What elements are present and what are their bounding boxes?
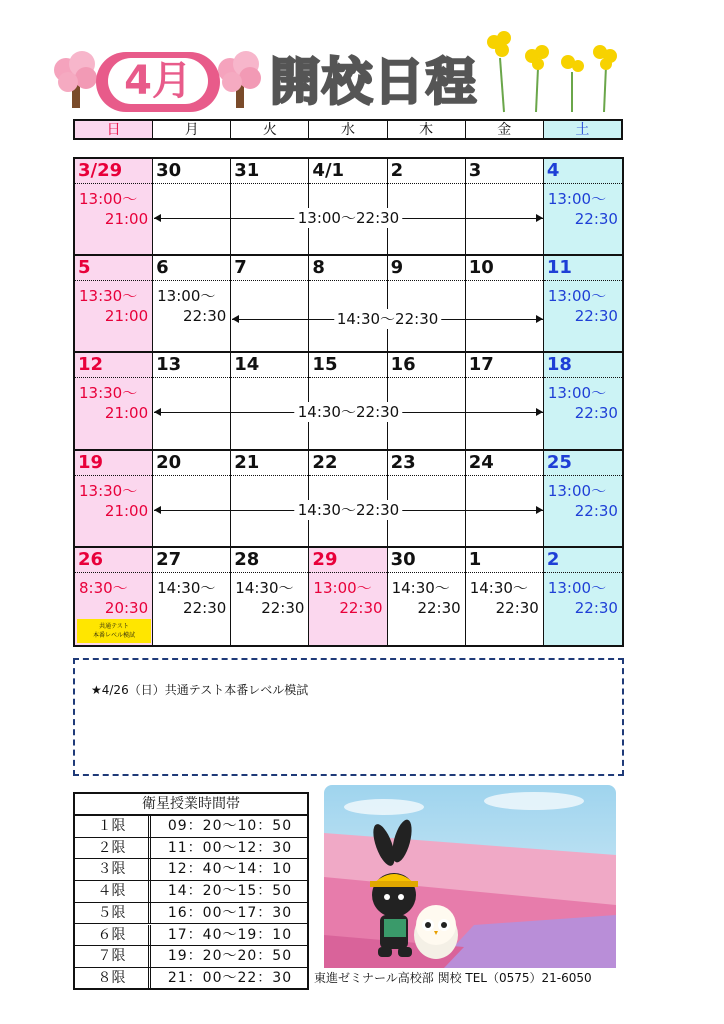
day-divider bbox=[309, 183, 386, 184]
schedule-row bbox=[75, 859, 307, 881]
weekday-6: 土 bbox=[544, 121, 621, 138]
event-tag: 共通テスト 本番レベル模試 bbox=[77, 619, 151, 643]
day-divider bbox=[466, 183, 543, 184]
day-number: 8 bbox=[312, 257, 325, 279]
period-label: ５限 bbox=[75, 903, 151, 924]
calendar-day bbox=[544, 256, 622, 351]
open-time: 8:30～ bbox=[79, 578, 128, 597]
day-number: 22 bbox=[312, 451, 338, 473]
day-number: 3 bbox=[468, 160, 482, 181]
day-divider bbox=[544, 183, 622, 184]
open-time: 13:00～ bbox=[547, 481, 607, 500]
close-time: 22:30 bbox=[495, 598, 539, 617]
day-number: 16 bbox=[390, 354, 416, 376]
day-number: 10 bbox=[468, 257, 494, 279]
day-divider bbox=[75, 377, 152, 378]
calendar-day bbox=[75, 548, 153, 645]
open-time: 13:00～ bbox=[313, 578, 372, 597]
calendar-day bbox=[466, 159, 544, 254]
day-number: 15 bbox=[312, 354, 338, 376]
close-time: 22:30 bbox=[183, 307, 227, 326]
open-time: 13:30～ bbox=[79, 287, 138, 306]
close-time: 22:30 bbox=[261, 598, 305, 617]
open-time: 13:00～ bbox=[547, 384, 607, 403]
day-divider bbox=[544, 572, 622, 573]
day-divider bbox=[75, 280, 152, 281]
arrow-right-icon bbox=[536, 408, 543, 416]
calendar-day bbox=[231, 451, 309, 546]
schedule-title: 衛星授業時間帯 bbox=[75, 794, 307, 816]
calendar-day bbox=[388, 548, 466, 645]
schedule-row bbox=[75, 946, 307, 968]
weekday-3: 水 bbox=[309, 121, 387, 138]
weekday-5: 金 bbox=[466, 121, 544, 138]
open-time: 13:30～ bbox=[79, 384, 138, 403]
close-time: 22:30 bbox=[339, 598, 383, 617]
arrow-left-icon bbox=[154, 506, 161, 514]
period-time: 14：20～15：50 bbox=[167, 883, 293, 900]
time-range-arrow bbox=[154, 211, 543, 225]
period-label: ７限 bbox=[75, 946, 151, 967]
calendar-day bbox=[153, 159, 231, 254]
calendar-week bbox=[75, 548, 622, 645]
close-time: 21:00 bbox=[104, 404, 149, 423]
day-divider bbox=[309, 377, 386, 378]
schedule-row bbox=[75, 881, 307, 903]
day-divider bbox=[388, 280, 465, 281]
open-time: 13:00～ bbox=[157, 287, 216, 306]
day-divider bbox=[153, 475, 230, 476]
day-number: 23 bbox=[390, 451, 416, 473]
arrow-right-icon bbox=[536, 506, 543, 514]
character-illustration bbox=[324, 785, 616, 968]
calendar-day bbox=[466, 451, 544, 546]
calendar-day bbox=[231, 256, 309, 351]
open-time: 14:30～ bbox=[157, 578, 216, 597]
day-divider bbox=[388, 377, 465, 378]
close-time: 22:30 bbox=[574, 404, 618, 423]
day-divider bbox=[153, 572, 230, 573]
close-time: 22:30 bbox=[574, 307, 618, 326]
schedule-table bbox=[73, 792, 309, 990]
day-divider bbox=[75, 572, 152, 573]
day-number: 25 bbox=[546, 451, 572, 473]
calendar-day bbox=[544, 353, 622, 448]
day-number: 3/29 bbox=[78, 160, 123, 181]
day-number: 27 bbox=[156, 548, 182, 570]
calendar-day bbox=[75, 159, 153, 254]
day-number: 28 bbox=[234, 548, 260, 570]
footer-contact: 東進ゼミナール高校部 関校 TEL（0575）21-6050 bbox=[314, 971, 592, 985]
period-time: 17：40～19：10 bbox=[167, 926, 293, 943]
day-divider bbox=[544, 280, 622, 281]
time-range-arrow bbox=[154, 500, 543, 519]
day-divider bbox=[544, 475, 622, 476]
notes-box bbox=[73, 658, 624, 776]
calendar-week bbox=[75, 451, 622, 548]
day-number: 24 bbox=[468, 451, 494, 473]
period-time: 21：00～22：30 bbox=[167, 969, 293, 986]
day-divider bbox=[466, 475, 543, 476]
calendar-day bbox=[231, 548, 309, 645]
time-range-arrow bbox=[232, 310, 543, 329]
close-time: 20:30 bbox=[104, 598, 149, 617]
day-number: 6 bbox=[156, 257, 169, 279]
day-divider bbox=[466, 572, 543, 573]
month-label: 4月 bbox=[108, 58, 208, 104]
close-time: 21:00 bbox=[104, 307, 149, 326]
time-range-label: 14:30～22:30 bbox=[334, 309, 441, 329]
weekday-1: 月 bbox=[153, 121, 231, 138]
arrow-left-icon bbox=[232, 315, 239, 323]
arrow-left-icon bbox=[154, 408, 161, 416]
calendar-day bbox=[309, 256, 387, 351]
period-label: ３限 bbox=[75, 859, 151, 880]
day-divider bbox=[231, 377, 308, 378]
schedule-row bbox=[75, 816, 307, 838]
schedule-row bbox=[75, 968, 307, 990]
day-number: 2 bbox=[390, 160, 404, 181]
weekday-0: 日 bbox=[75, 121, 153, 138]
day-number: 1 bbox=[468, 548, 482, 570]
day-number: 2 bbox=[546, 548, 560, 570]
open-time: 14:30～ bbox=[469, 578, 528, 597]
period-time: 09：20～10：50 bbox=[167, 818, 293, 834]
period-label: １限 bbox=[75, 816, 151, 837]
calendar-day bbox=[231, 159, 309, 254]
time-range-label: 14:30～22:30 bbox=[295, 402, 402, 422]
day-number: 5 bbox=[78, 257, 91, 279]
weekday-2: 火 bbox=[231, 121, 309, 138]
period-time: 16：00～17：30 bbox=[167, 904, 293, 921]
calendar-day bbox=[75, 353, 153, 448]
day-divider bbox=[309, 280, 386, 281]
period-time: 12：40～14：10 bbox=[167, 861, 293, 878]
day-number: 14 bbox=[234, 354, 260, 376]
day-divider bbox=[153, 280, 230, 281]
weekday-4: 木 bbox=[388, 121, 466, 138]
open-time: 14:30～ bbox=[235, 578, 294, 597]
close-time: 22:30 bbox=[574, 210, 618, 228]
day-number: 4 bbox=[546, 160, 560, 181]
day-number: 30 bbox=[390, 548, 416, 570]
calendar-day bbox=[466, 256, 544, 351]
day-divider bbox=[153, 377, 230, 378]
close-time: 21:00 bbox=[104, 210, 149, 228]
open-time: 13:00～ bbox=[79, 190, 138, 208]
day-number: 30 bbox=[156, 160, 182, 181]
day-divider bbox=[466, 280, 543, 281]
day-number: 29 bbox=[312, 548, 338, 570]
cherry-tree-icon bbox=[216, 48, 264, 110]
time-range-label: 13:00～22:30 bbox=[295, 208, 402, 228]
time-range-arrow bbox=[154, 403, 543, 422]
day-divider bbox=[544, 377, 622, 378]
schedule-row bbox=[75, 903, 307, 925]
period-label: ２限 bbox=[75, 838, 151, 859]
arrow-right-icon bbox=[536, 315, 543, 323]
day-divider bbox=[309, 572, 386, 573]
calendar-day bbox=[466, 353, 544, 448]
close-time: 22:30 bbox=[574, 598, 618, 617]
open-time: 14:30～ bbox=[391, 578, 450, 597]
day-number: 7 bbox=[234, 257, 247, 279]
calendar-day bbox=[153, 451, 231, 546]
page-title: 開校日程 bbox=[270, 53, 478, 111]
day-divider bbox=[231, 183, 308, 184]
calendar-day bbox=[153, 353, 231, 448]
open-time: 13:00～ bbox=[547, 578, 607, 597]
close-time: 22:30 bbox=[417, 598, 461, 617]
calendar-day bbox=[388, 353, 466, 448]
arrow-left-icon bbox=[154, 214, 161, 222]
day-number: 17 bbox=[468, 354, 494, 376]
day-number: 13 bbox=[156, 354, 182, 376]
period-label: ４限 bbox=[75, 881, 151, 902]
calendar-day bbox=[309, 159, 387, 254]
day-number: 11 bbox=[546, 257, 572, 279]
day-divider bbox=[153, 183, 230, 184]
day-divider bbox=[231, 572, 308, 573]
calendar-day bbox=[544, 451, 622, 546]
calendar-day bbox=[153, 256, 231, 351]
day-number: 9 bbox=[390, 257, 404, 279]
calendar-day bbox=[388, 159, 466, 254]
day-number: 21 bbox=[234, 451, 260, 473]
time-range-label: 14:30～22:30 bbox=[295, 500, 402, 520]
day-divider bbox=[309, 475, 386, 476]
close-time: 22:30 bbox=[574, 501, 618, 520]
weekday-header bbox=[73, 119, 623, 140]
calendar-day bbox=[231, 353, 309, 448]
day-divider bbox=[75, 183, 152, 184]
day-number: 20 bbox=[156, 451, 182, 473]
close-time: 21:00 bbox=[104, 501, 149, 520]
open-time: 13:30～ bbox=[79, 481, 138, 500]
period-label: ６限 bbox=[75, 925, 151, 946]
calendar-day bbox=[75, 256, 153, 351]
period-label: ８限 bbox=[75, 968, 151, 990]
schedule-row bbox=[75, 925, 307, 947]
calendar-day bbox=[309, 451, 387, 546]
day-number: 31 bbox=[234, 160, 260, 181]
calendar-day bbox=[466, 548, 544, 645]
period-time: 11：00～12：30 bbox=[167, 839, 293, 856]
day-number: 19 bbox=[78, 451, 104, 473]
open-time: 13:00～ bbox=[547, 190, 607, 208]
day-number: 4/1 bbox=[312, 160, 345, 181]
day-divider bbox=[388, 572, 465, 573]
calendar-day bbox=[388, 256, 466, 351]
rapeseed-flower-icon bbox=[480, 28, 626, 114]
calendar-day bbox=[544, 548, 622, 645]
calendar-day bbox=[388, 451, 466, 546]
day-divider bbox=[231, 475, 308, 476]
calendar-week bbox=[75, 256, 622, 353]
calendar-week bbox=[75, 353, 622, 450]
day-divider bbox=[75, 475, 152, 476]
period-time: 19：20～20：50 bbox=[167, 948, 293, 965]
day-number: 26 bbox=[78, 548, 104, 570]
calendar-week bbox=[75, 159, 622, 256]
day-divider bbox=[388, 475, 465, 476]
day-divider bbox=[466, 377, 543, 378]
day-number: 18 bbox=[546, 354, 572, 376]
day-divider bbox=[388, 183, 465, 184]
calendar-day bbox=[544, 159, 622, 254]
calendar-day bbox=[309, 548, 387, 645]
close-time: 22:30 bbox=[183, 598, 227, 617]
open-time: 13:00～ bbox=[547, 287, 607, 306]
calendar-grid bbox=[73, 157, 624, 647]
calendar-day bbox=[75, 451, 153, 546]
calendar-day bbox=[153, 548, 231, 645]
cherry-tree-icon bbox=[52, 48, 100, 110]
day-divider bbox=[231, 280, 308, 281]
calendar-day bbox=[309, 353, 387, 448]
notes-text: ★4/26（日）共通テスト本番レベル模試 bbox=[91, 683, 309, 697]
arrow-right-icon bbox=[536, 214, 543, 222]
schedule-row bbox=[75, 838, 307, 860]
day-number: 12 bbox=[78, 354, 104, 376]
